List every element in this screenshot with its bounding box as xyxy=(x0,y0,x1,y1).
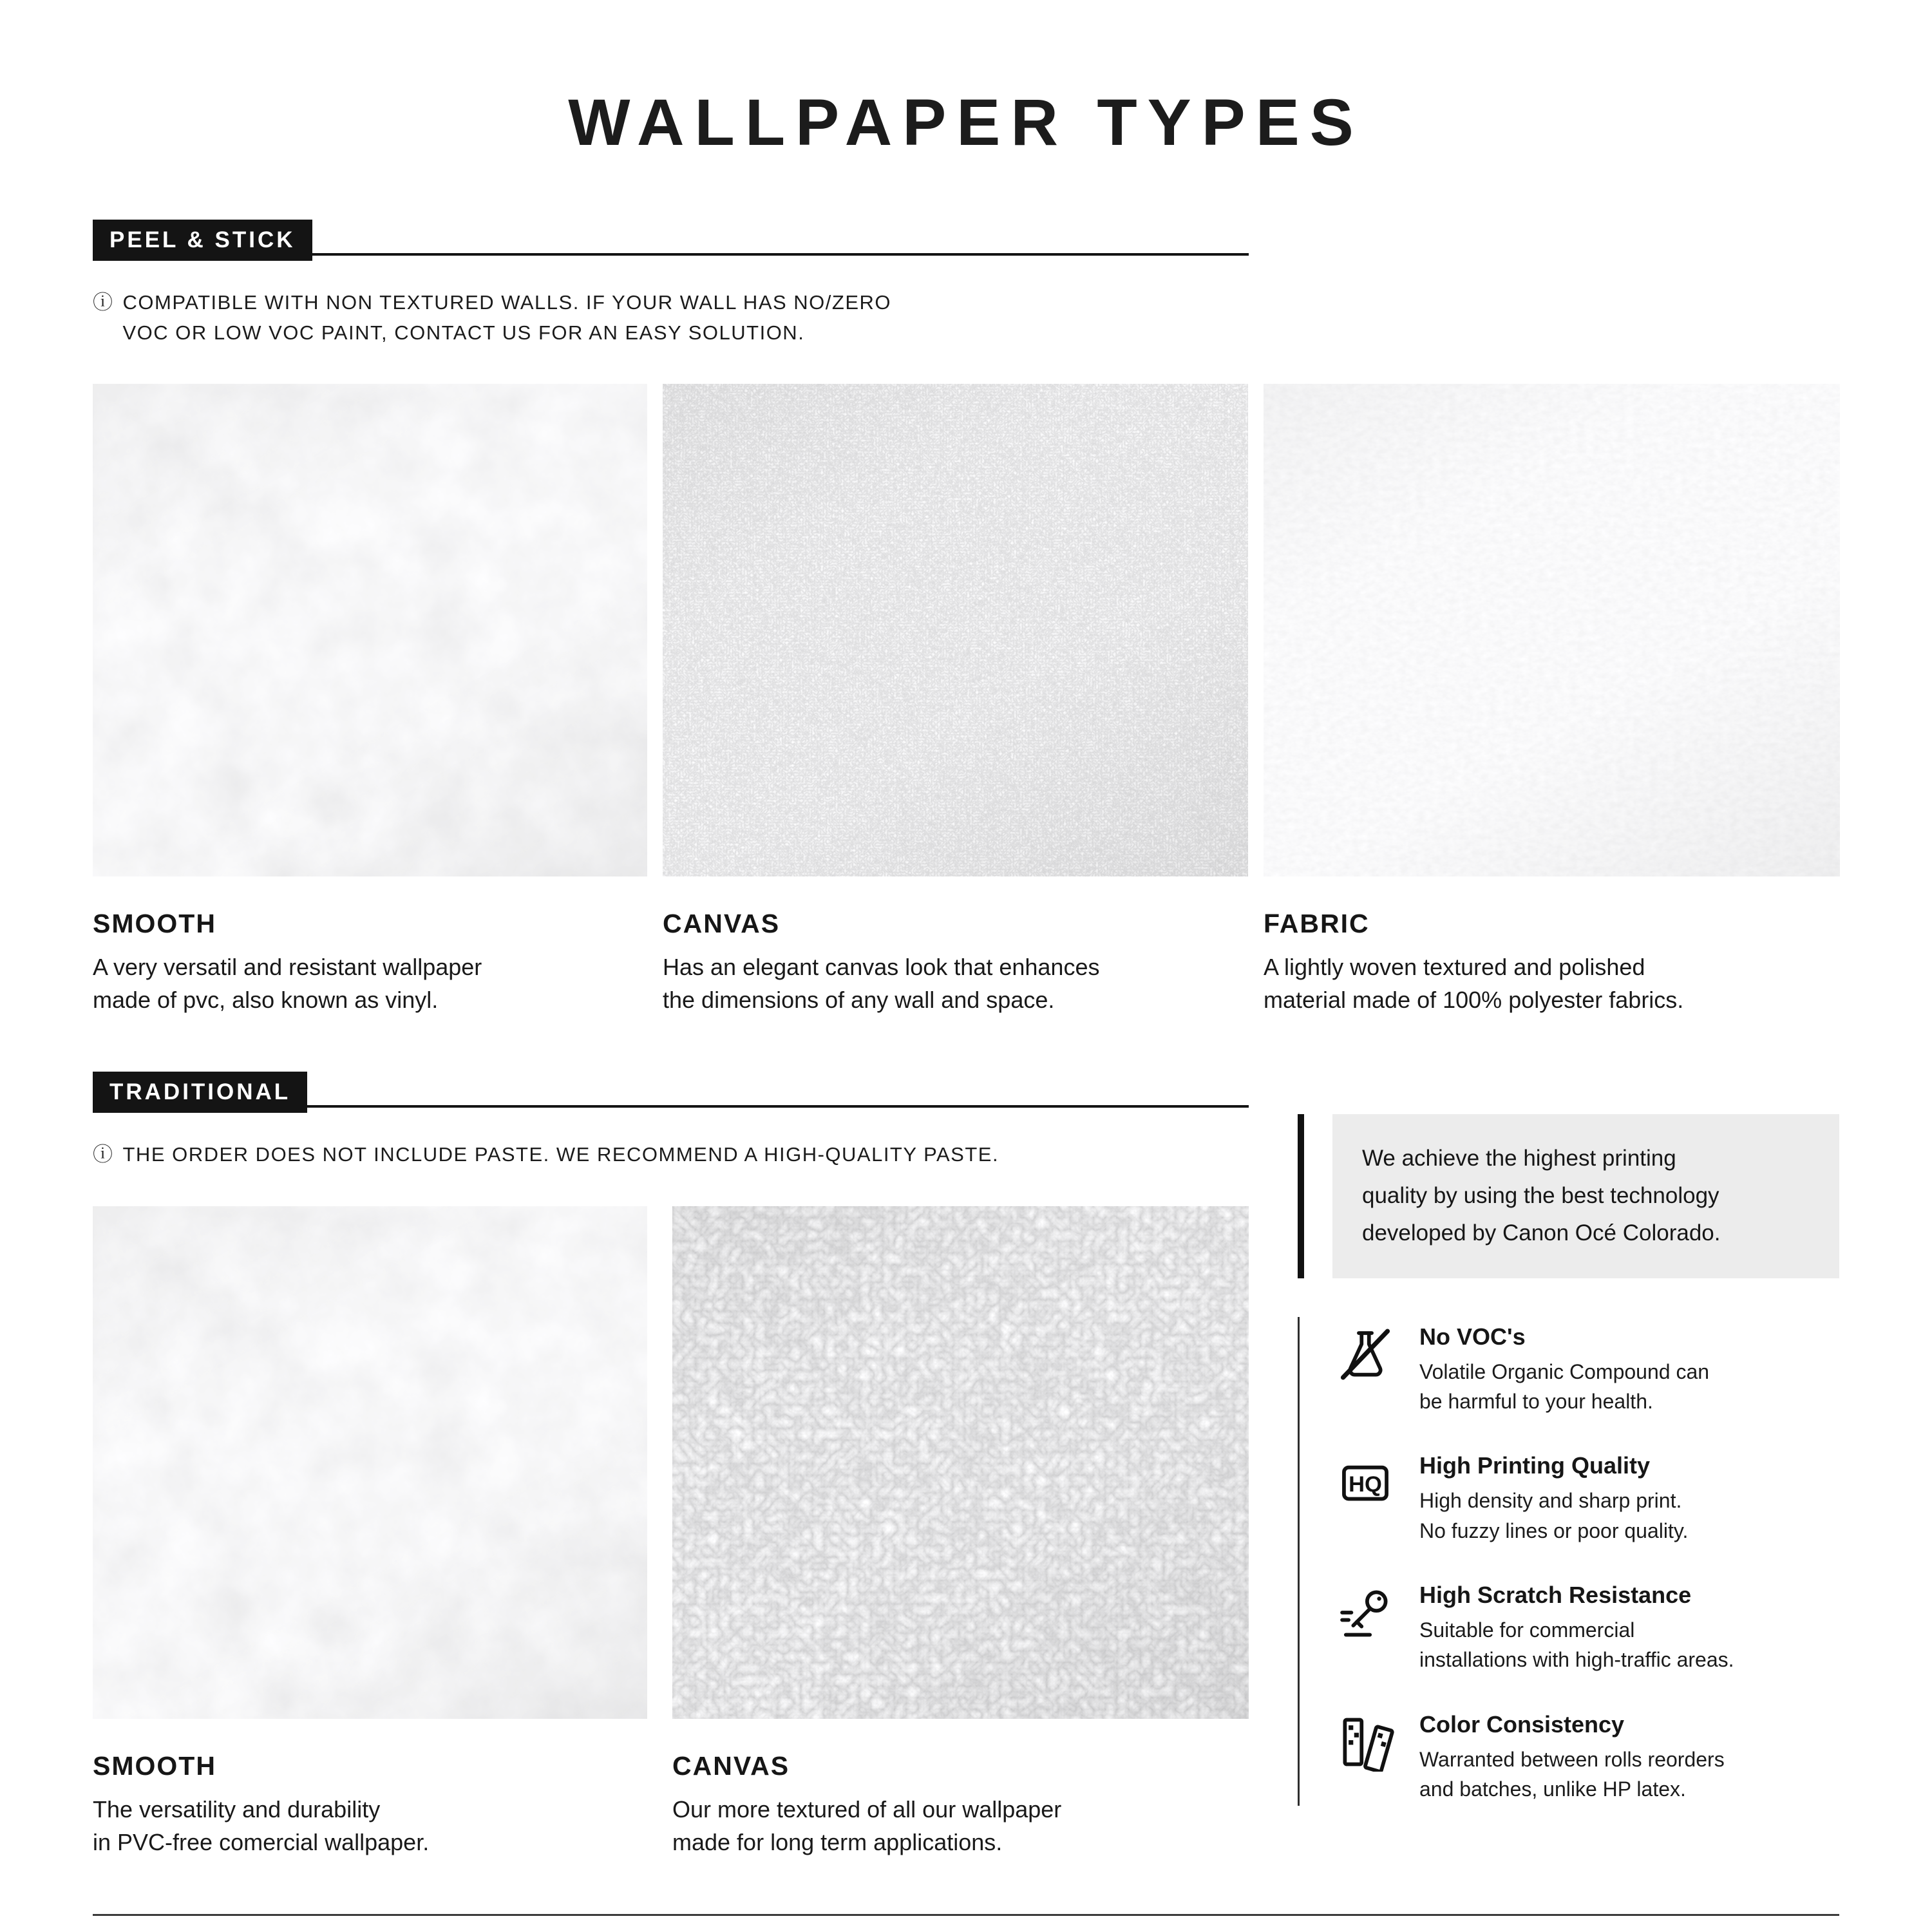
swatch-desc: A very versatil and resistant wallpaper made of pvc, also known as vinyl. xyxy=(93,954,482,1014)
peel-stick-header-rule xyxy=(312,253,1249,256)
swatch-card-canvas xyxy=(663,384,1248,1016)
feature-text xyxy=(1419,1452,1688,1546)
feature-desc: High density and sharp print. No fuzzy lines or poor quality. xyxy=(1419,1489,1689,1542)
swatch-card-smooth-traditional xyxy=(93,1206,647,1859)
info-icon: ⓘ xyxy=(93,291,114,314)
peel-stick-note xyxy=(93,288,1839,348)
callout-text: We achieve the highest printing quality by using the best technology developed by Canon Océ Colorado. xyxy=(1332,1114,1839,1278)
peel-stick-header xyxy=(93,220,1249,261)
swatch-shade xyxy=(93,384,647,876)
feature-desc: Warranted between rolls reorders and batches, unlike HP latex. xyxy=(1419,1747,1725,1801)
feature-no-voc xyxy=(1336,1323,1839,1417)
feature-text xyxy=(1419,1711,1725,1804)
swatch-name: SMOOTH xyxy=(93,1750,216,1781)
swatch-image-smooth-traditional xyxy=(93,1206,647,1719)
quality-column xyxy=(1298,1072,1839,1859)
info-icon: ⓘ xyxy=(93,1143,114,1166)
section-traditional xyxy=(93,1072,1249,1859)
swatch-desc: Our more textured of all our wallpaper made for long term applications. xyxy=(672,1795,1062,1855)
swatch-name: SMOOTH xyxy=(93,909,216,938)
page-title: WALLPAPER TYPES xyxy=(568,86,1364,159)
feature-color-consistency xyxy=(1336,1711,1839,1804)
peel-stick-swatch-row xyxy=(93,384,1839,1016)
feature-text xyxy=(1419,1582,1734,1675)
traditional-swatch-row xyxy=(93,1206,1249,1859)
swatch-image-smooth xyxy=(93,384,647,876)
swatch-name: CANVAS xyxy=(663,909,781,938)
traditional-label: TRADITIONAL xyxy=(93,1072,307,1113)
feature-desc: Suitable for commercial installations with high-traffic areas. xyxy=(1419,1618,1734,1672)
feature-list xyxy=(1298,1317,1839,1806)
traditional-header xyxy=(93,1072,1249,1113)
swatch-shade xyxy=(672,1206,1249,1719)
callout-accent-bar xyxy=(1298,1114,1304,1278)
peel-stick-label: PEEL & STICK xyxy=(93,220,312,261)
traditional-note xyxy=(93,1140,1249,1170)
feature-high-printing-quality xyxy=(1336,1452,1839,1546)
swatch-image-fabric xyxy=(1264,384,1840,876)
peel-stick-note-text: COMPATIBLE WITH NON TEXTURED WALLS. IF YOUR WALL HAS NO/ZERO VOC OR LOW VOC PAINT, CONTACT US FOR AN EASY SOLUTION. xyxy=(122,291,892,344)
section-peel-stick xyxy=(93,220,1839,1016)
feature-title: No VOC's xyxy=(1419,1323,1526,1350)
lower-columns xyxy=(93,1072,1839,1859)
swatch-image-canvas-traditional xyxy=(672,1206,1249,1719)
bottom-divider xyxy=(93,1914,1839,1916)
swatch-shade xyxy=(93,1206,647,1719)
feature-title: Color Consistency xyxy=(1419,1710,1625,1738)
swatch-desc: The versatility and durability in PVC-free comercial wallpaper. xyxy=(93,1795,430,1855)
swatch-name: FABRIC xyxy=(1264,909,1370,938)
swatch-desc: Has an elegant canvas look that enhances the dimensions of any wall and space. xyxy=(663,954,1100,1014)
swatch-name: CANVAS xyxy=(672,1750,790,1781)
traditional-header-rule xyxy=(307,1105,1249,1108)
swatch-desc: A lightly woven textured and polished material made of 100% polyester fabrics. xyxy=(1264,954,1684,1014)
hq-icon xyxy=(1336,1454,1395,1513)
swatch-shade xyxy=(663,384,1248,876)
swatch-card-fabric xyxy=(1264,384,1840,1016)
color-icon xyxy=(1336,1712,1395,1772)
feature-text xyxy=(1419,1323,1709,1417)
feature-desc: Volatile Organic Compound can be harmful to your health. xyxy=(1419,1359,1710,1413)
feature-title: High Printing Quality xyxy=(1419,1452,1650,1479)
feature-scratch-resistance xyxy=(1336,1582,1839,1675)
no-voc-icon xyxy=(1336,1325,1395,1384)
feature-title: High Scratch Resistance xyxy=(1419,1582,1692,1609)
swatch-card-smooth xyxy=(93,384,647,1016)
swatch-image-canvas xyxy=(663,384,1248,876)
swatch-shade xyxy=(1264,384,1840,876)
svg-text:HQ: HQ xyxy=(1349,1472,1382,1497)
traditional-note-text: THE ORDER DOES NOT INCLUDE PASTE. WE RECOMMEND A HIGH-QUALITY PASTE. xyxy=(122,1143,999,1166)
swatch-card-canvas-traditional xyxy=(672,1206,1249,1859)
scratch-icon xyxy=(1336,1583,1395,1642)
printing-quality-callout xyxy=(1298,1114,1839,1278)
